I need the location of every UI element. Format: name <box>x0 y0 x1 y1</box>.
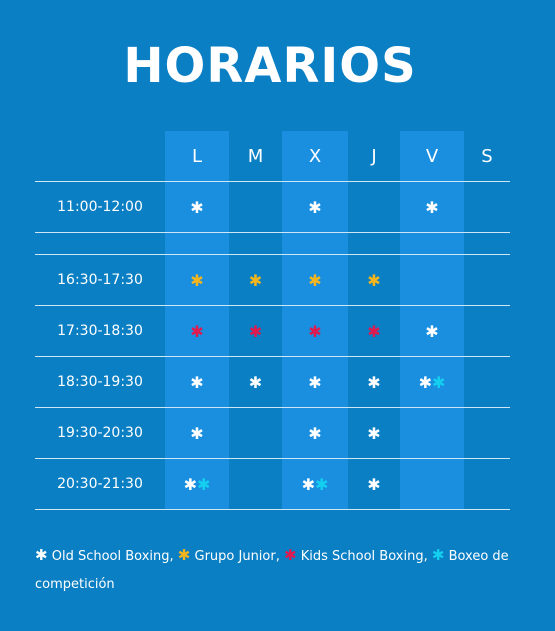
class-asterisk-icon: ✱ <box>248 372 263 392</box>
time-slot-label: 11:00-12:00 <box>35 182 165 233</box>
time-slot-label: 18:30-19:30 <box>35 357 165 408</box>
schedule-cell-x <box>282 357 348 408</box>
time-slot-label: 16:30-17:30 <box>35 255 165 306</box>
class-asterisk-icon: ✱ <box>418 372 432 392</box>
schedule-cell-x <box>282 182 348 233</box>
class-asterisk-icon: ✱ <box>190 270 204 290</box>
class-asterisk-icon: ✱ <box>367 372 381 392</box>
class-asterisk-icon: ✱ <box>190 423 204 443</box>
class-asterisk-icon: ✱ <box>190 321 204 341</box>
day-header-row <box>35 131 510 182</box>
schedule-cell-s <box>464 459 510 510</box>
class-asterisk-icon: ✱ <box>197 474 211 494</box>
page-title: HORARIOS <box>123 38 417 94</box>
schedule-cell-l <box>165 306 229 357</box>
schedule-cell-v <box>400 408 464 459</box>
schedule-cell-m <box>229 233 282 255</box>
schedule-cell-v <box>400 255 464 306</box>
legend-label: Grupo Junior, <box>194 549 280 564</box>
schedule-cell-m <box>229 182 282 233</box>
schedule-cell-x <box>282 408 348 459</box>
schedule-cell-l <box>165 255 229 306</box>
schedule-spacer-row <box>35 233 510 255</box>
schedule-table <box>35 131 510 510</box>
schedule-cell-j <box>348 459 400 510</box>
class-asterisk-icon: ✱ <box>190 197 204 217</box>
time-slot-label: 17:30-18:30 <box>35 306 165 357</box>
time-slot-label: 20:30-21:30 <box>35 459 165 510</box>
schedule-cell-l <box>165 357 229 408</box>
schedule-cell-x <box>282 459 348 510</box>
legend-label: Kids School Boxing, <box>300 549 428 564</box>
schedule-cell-m <box>229 306 282 357</box>
day-header-j: J <box>371 145 377 167</box>
legend-asterisk-icon: ✱ <box>284 546 297 564</box>
day-header-v: V <box>400 131 464 182</box>
day-header-s: S <box>481 145 493 167</box>
legend-asterisk-icon: ✱ <box>177 546 191 564</box>
class-asterisk-icon: ✱ <box>308 321 322 341</box>
class-asterisk-icon: ✱ <box>425 321 439 341</box>
time-slot-label: 19:30-20:30 <box>35 408 165 459</box>
class-asterisk-icon: ✱ <box>308 372 322 392</box>
schedule-cell-m <box>229 459 282 510</box>
schedule-cell-j <box>348 408 400 459</box>
class-asterisk-icon: ✱ <box>308 270 322 290</box>
schedule-cell-j <box>348 182 400 233</box>
class-asterisk-icon: ✱ <box>315 474 329 494</box>
class-asterisk-icon: ✱ <box>367 321 381 341</box>
day-header-l: L <box>165 131 229 182</box>
schedule-cell-j <box>348 233 400 255</box>
schedule-cell-x <box>282 255 348 306</box>
schedule-cell-s <box>464 408 510 459</box>
schedule-cell-l <box>165 182 229 233</box>
class-asterisk-icon: ✱ <box>308 197 322 217</box>
schedule-cell-v <box>400 182 464 233</box>
time-slot-label <box>35 233 165 255</box>
schedule-row <box>35 357 510 408</box>
legend-asterisk-icon: ✱ <box>431 546 445 564</box>
schedule-cell-v <box>400 459 464 510</box>
legend-label: Old School Boxing, <box>51 549 174 564</box>
schedule-row <box>35 306 510 357</box>
legend-asterisk-icon: ✱ <box>35 546 48 564</box>
class-asterisk-icon: ✱ <box>367 270 381 290</box>
schedule-cell-s <box>464 357 510 408</box>
schedule-cell-v <box>400 357 464 408</box>
schedule-cell-x <box>282 306 348 357</box>
schedule-cell-s <box>464 182 510 233</box>
day-header-x: X <box>282 131 348 182</box>
class-asterisk-icon: ✱ <box>367 474 381 494</box>
schedule-row <box>35 459 510 510</box>
schedule-cell-s <box>464 233 510 255</box>
class-asterisk-icon: ✱ <box>248 270 263 290</box>
schedule-row <box>35 182 510 233</box>
schedule-cell-v <box>400 233 464 255</box>
class-asterisk-icon: ✱ <box>248 321 263 341</box>
class-asterisk-icon: ✱ <box>183 474 197 494</box>
class-asterisk-icon: ✱ <box>308 423 322 443</box>
class-asterisk-icon: ✱ <box>301 474 315 494</box>
schedule-cell-l <box>165 408 229 459</box>
schedule-cell-j <box>348 357 400 408</box>
class-asterisk-icon: ✱ <box>425 197 439 217</box>
schedule-cell-s <box>464 255 510 306</box>
schedule-row <box>35 255 510 306</box>
schedule-cell-s <box>464 306 510 357</box>
time-header <box>35 131 165 182</box>
schedule-cell-x <box>282 233 348 255</box>
schedule-row <box>35 408 510 459</box>
schedule-cell-v <box>400 306 464 357</box>
class-asterisk-icon: ✱ <box>367 423 381 443</box>
legend-label: Boxeo de competición <box>35 549 509 592</box>
legend <box>35 543 515 599</box>
schedule-cell-l <box>165 459 229 510</box>
day-header-m: M <box>247 145 264 167</box>
schedule-cell-m <box>229 408 282 459</box>
schedule-cell-j <box>348 306 400 357</box>
schedule-cell-m <box>229 357 282 408</box>
schedule-cell-m <box>229 255 282 306</box>
schedule-cell-j <box>348 255 400 306</box>
class-asterisk-icon: ✱ <box>432 372 446 392</box>
schedule-cell-l <box>165 233 229 255</box>
class-asterisk-icon: ✱ <box>190 372 204 392</box>
